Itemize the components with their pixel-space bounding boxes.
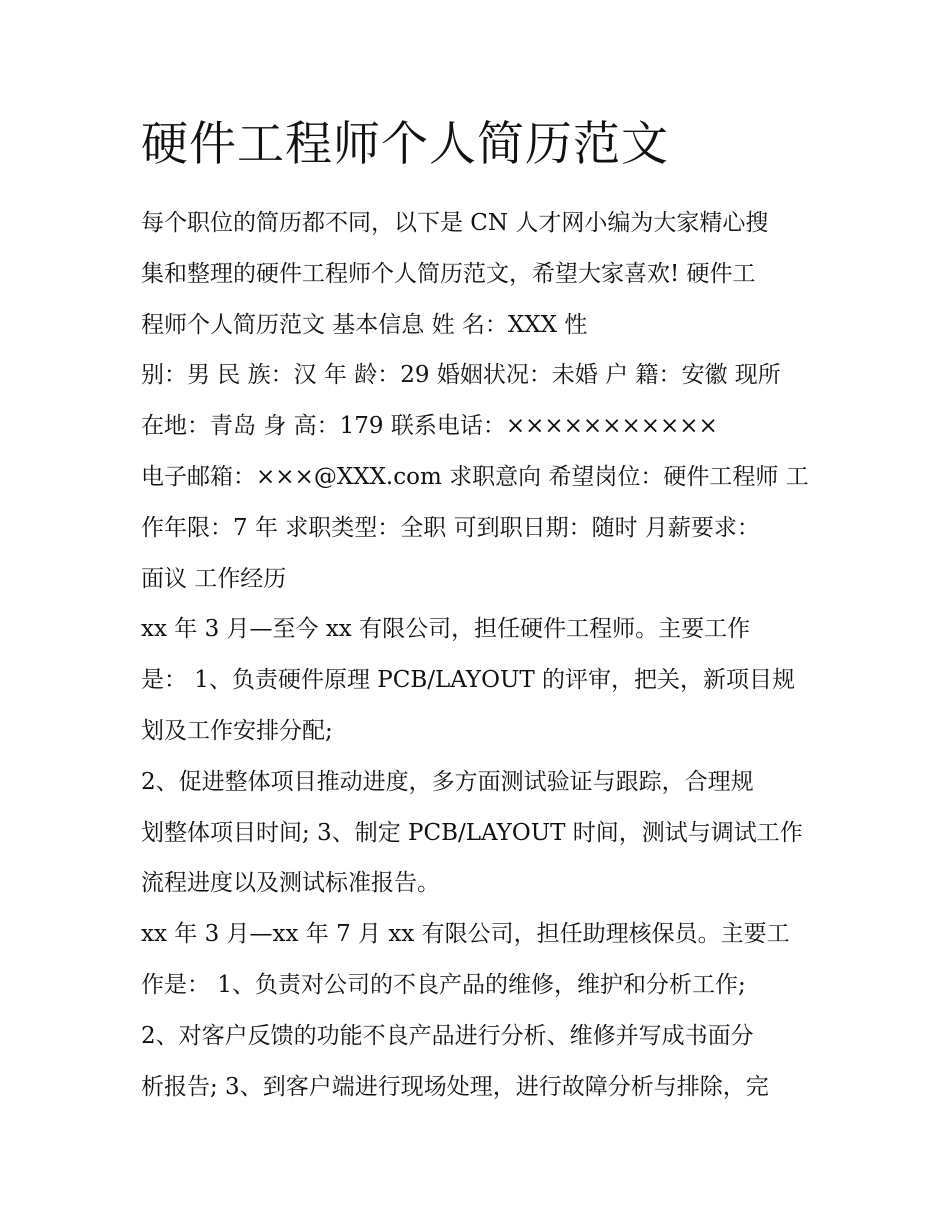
body-line: xx 年 3 月—至今 xx 有限公司，担任硬件工程师。主要工作 xyxy=(141,616,751,643)
body-line: 划及工作安排分配; xyxy=(141,717,333,744)
body-line: 集和整理的硬件工程师个人简历范文，希望大家喜欢! 硬件工 xyxy=(141,260,756,287)
body-line: 在地：青岛 身 高：179 联系电话：××××××××××× xyxy=(141,413,718,440)
body-line: 每个职位的简历都不同，以下是 CN 人才网小编为大家精心搜 xyxy=(141,210,769,236)
body-line: 面议 工作经历 xyxy=(141,565,287,592)
document-body xyxy=(141,198,821,1112)
body-line: 流程进度以及测试标准报告。 xyxy=(141,870,440,897)
body-line: xx 年 3 月—xx 年 7 月 xx 有限公司，担任助理核保员。主要工 xyxy=(141,921,790,948)
body-line: 作是： 1、负责对公司的不良产品的维修，维护和分析工作; xyxy=(141,971,746,998)
body-line: 划整体项目时间; 3、制定 PCB/LAYOUT 时间，测试与调试工作 xyxy=(141,819,803,846)
body-line: 2、促进整体项目推动进度，多方面测试验证与跟踪，合理规 xyxy=(141,768,754,795)
body-line: 是： 1、负责硬件原理 PCB/LAYOUT 的评审，把关，新项目规 xyxy=(141,667,796,694)
body-line: 电子邮箱：×××@XXX.com 求职意向 希望岗位：硬件工程师 工 xyxy=(141,463,809,490)
document-title: 硬件工程师个人简历范文 xyxy=(141,117,669,172)
body-line: 析报告; 3、到客户端进行现场处理，进行故障分析与排除，完 xyxy=(141,1073,769,1100)
body-line: 别：男 民 族：汉 年 龄：29 婚姻状况：未婚 户 籍：安徽 现所 xyxy=(141,362,781,389)
body-line: 作年限：7 年 求职类型：全职 可到职日期：随时 月薪要求： xyxy=(141,514,760,541)
body-line: 2、对客户反馈的功能不良产品进行分析、维修并写成书面分 xyxy=(141,1022,754,1049)
body-line: 程师个人简历范文 基本信息 姓 名：XXX 性 xyxy=(141,311,588,338)
